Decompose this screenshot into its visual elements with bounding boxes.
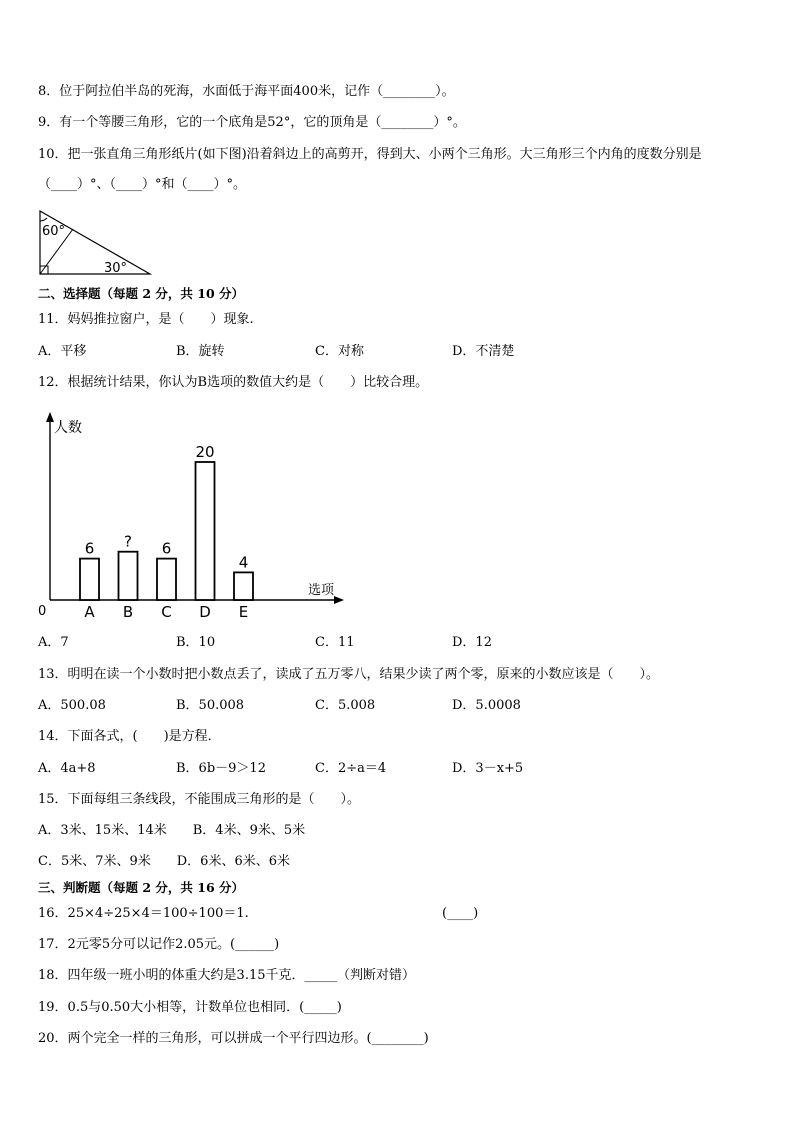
x-tick-label-b: B: [122, 603, 134, 621]
x-tick-label-a: A: [84, 603, 95, 621]
bar-e: [234, 572, 253, 600]
question-17: 17．2元零5分可以记作2.05元。(______): [38, 937, 280, 952]
question-19: 19．0.5与0.50大小相等，计数单位也相同．(_____): [38, 1000, 342, 1015]
question-9: 9．有一个等腰三角形，它的一个底角是52°，它的顶角是（________）°。: [38, 115, 466, 130]
q13-option-a: A．500.08: [38, 698, 106, 713]
question-15: 15．下面每组三条线段，不能围成三角形的是（ ）。: [38, 792, 361, 807]
data-label-a: 6: [84, 539, 95, 558]
question-12: 12．根据统计结果，你认为B选项的数值大约是（ ）比较合理。: [38, 375, 429, 390]
right-triangle-figure: [37, 208, 157, 278]
question-13: 13．明明在读一个小数时把小数点丢了，读成了五万零八，结果少读了两个零，原来的小数应该是（ ）。: [38, 667, 660, 682]
x-tick-label-e: E: [238, 603, 249, 621]
q14-option-c: C．2÷a＝4: [315, 761, 387, 776]
q14-option-a: A．4a+8: [38, 761, 96, 776]
q12-option-c: C．11: [315, 635, 355, 650]
section-2-heading: 二、选择题（每题 2 分，共 10 分）: [38, 286, 245, 301]
q15-options-row-1: A．3米、15米、14米 B．4米、9米、5米: [38, 823, 306, 838]
data-label-e: 4: [238, 553, 249, 572]
q16-answer-blank: (____): [442, 906, 479, 921]
question-20: 20．两个完全一样的三角形，可以拼成一个平行四边形。(________): [38, 1031, 429, 1046]
q11-option-b: B．旋转: [176, 344, 225, 359]
x-tick-label-c: C: [161, 603, 172, 621]
bar-c: [157, 559, 176, 600]
question-10-blanks: （____）°、（____）°和（____）°。: [38, 177, 247, 192]
q13-option-b: B．50.008: [176, 698, 245, 713]
question-11: 11．妈妈推拉窗户，是（ ）现象.: [38, 312, 254, 327]
bar-b: [119, 552, 138, 600]
bar-chart: [30, 410, 360, 625]
q12-option-a: A．7: [38, 635, 69, 650]
x-axis-arrow: [334, 596, 344, 604]
angle-30-label: 30°: [104, 261, 128, 276]
data-label-b: ?: [124, 532, 132, 551]
q15-options-row-2: C．5米、7米、9米 D．6米、6米、6米: [38, 854, 290, 869]
data-label-d: 20: [195, 443, 215, 461]
q12-option-b: B．10: [176, 635, 216, 650]
y-axis-label: 人数: [54, 420, 82, 436]
question-10: 10．把一张直角三角形纸片(如下图)沿着斜边上的高剪开，得到大、小两个三角形。大三角形三个内角的度数分别是: [38, 147, 702, 162]
angle-60-label: 60°: [42, 224, 66, 239]
q11-option-a: A．平移: [38, 344, 87, 359]
q12-option-d: D．12: [452, 635, 492, 650]
y-axis-arrow: [46, 412, 54, 422]
data-label-c: 6: [161, 539, 172, 558]
q14-option-d: D．3－x+5: [452, 761, 524, 776]
q14-option-b: B．6b－9＞12: [176, 761, 266, 776]
question-16: 16．25×4÷25×4＝100÷100＝1.: [38, 906, 249, 921]
q11-option-c: C．对称: [315, 344, 364, 359]
origin-label: 0: [38, 604, 47, 619]
q13-option-d: D．5.0008: [452, 698, 521, 713]
x-tick-label-d: D: [199, 603, 211, 621]
x-axis-label: 选项: [308, 583, 335, 598]
bar-a: [80, 559, 99, 600]
question-18: 18．四年级一班小明的体重大约是3.15千克．_____（判断对错）: [38, 968, 415, 983]
section-3-heading: 三、判断题（每题 2 分，共 16 分）: [38, 880, 245, 895]
q13-option-c: C．5.008: [315, 698, 376, 713]
q11-option-d: D．不清楚: [452, 344, 515, 359]
question-14: 14．下面各式，( )是方程．: [38, 729, 221, 744]
bar-d: [196, 462, 215, 600]
question-8: 8．位于阿拉伯半岛的死海，水面低于海平面400米，记作（________）。: [38, 84, 455, 99]
